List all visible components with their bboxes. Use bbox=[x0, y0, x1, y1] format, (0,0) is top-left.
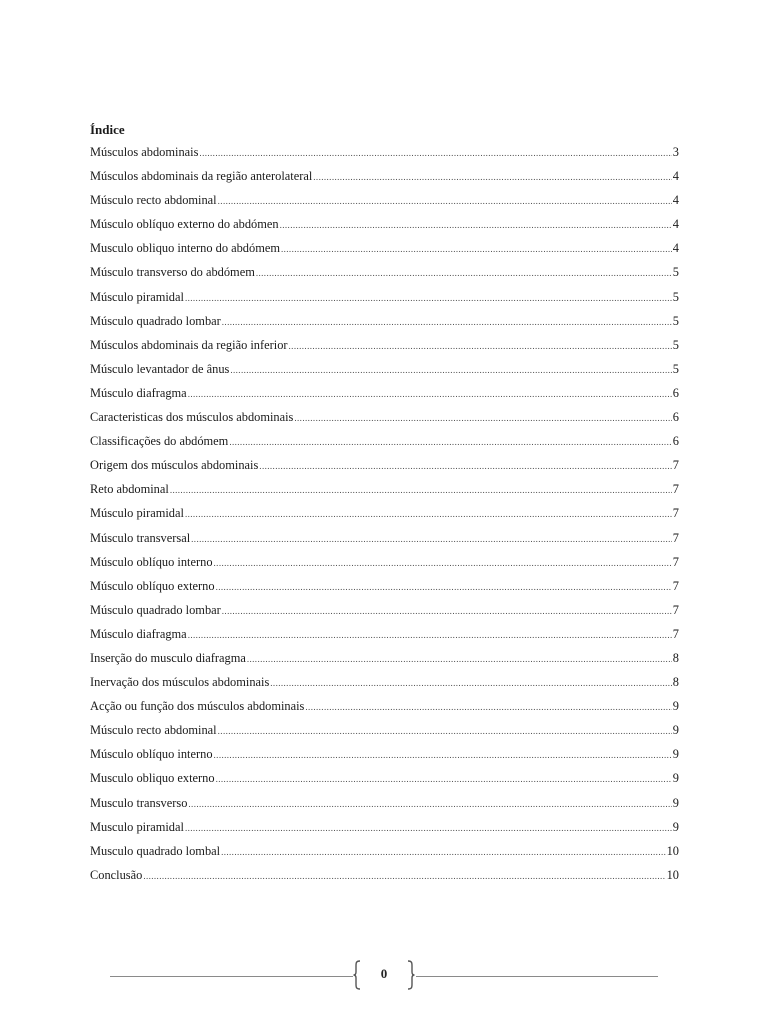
toc-entry-label: Músculos abdominais bbox=[90, 145, 199, 159]
toc-entry-page-number: 9 bbox=[672, 819, 679, 834]
toc-entry[interactable] bbox=[90, 648, 679, 672]
toc-dot-leader bbox=[185, 818, 672, 838]
toc-entry-page-number: 7 bbox=[672, 602, 679, 617]
toc-dot-leader bbox=[289, 336, 672, 356]
toc-entry-label: Músculo piramidal bbox=[90, 506, 184, 521]
toc-entry-page-number: 5 bbox=[672, 313, 679, 328]
toc-entry[interactable] bbox=[90, 841, 679, 865]
toc-entry-page-number: 10 bbox=[666, 843, 679, 858]
toc-entry-page-number: 7 bbox=[672, 626, 679, 641]
toc-entry[interactable] bbox=[90, 600, 679, 624]
toc-entry-label: Conclusão bbox=[90, 867, 143, 882]
toc-entry-label: Músculo piramidal bbox=[90, 289, 184, 304]
toc-entry[interactable] bbox=[90, 190, 679, 214]
toc-dot-leader bbox=[294, 408, 671, 428]
footer-rule-left bbox=[110, 976, 353, 977]
toc-entry-page-number: 9 bbox=[672, 795, 679, 810]
toc-dot-leader bbox=[270, 673, 672, 693]
toc-entry-label: Musculo quadrado lombal bbox=[90, 843, 221, 858]
toc-entry-label: Músculos abdominais da região anterolateral bbox=[90, 169, 313, 184]
toc-dot-leader bbox=[256, 263, 672, 283]
toc-entry[interactable] bbox=[90, 455, 679, 479]
toc-entry-label: Músculo transverso do abdómem bbox=[90, 265, 255, 280]
toc-entry-label: Músculo oblíquo externo bbox=[90, 578, 215, 593]
toc-entry-label: Músculo oblíquo interno bbox=[90, 554, 213, 569]
toc-entry-page-number: 7 bbox=[672, 554, 679, 569]
toc-entry[interactable] bbox=[90, 287, 679, 311]
toc-entry-label: Músculo levantador de ânus bbox=[90, 361, 230, 376]
toc-entry-label: Classificações do abdómem bbox=[90, 434, 229, 449]
toc-dot-leader bbox=[170, 480, 672, 500]
toc-entry-label: Músculo oblíquo interno bbox=[90, 747, 213, 762]
toc-dot-leader bbox=[199, 143, 671, 163]
toc-dot-leader bbox=[218, 721, 672, 741]
toc-entry-label: Musculo obliquo interno do abdómem bbox=[90, 241, 280, 256]
toc-dot-leader bbox=[230, 360, 671, 380]
toc-dot-leader bbox=[222, 601, 672, 621]
toc-entry-label: Origem dos músculos abdominais bbox=[90, 458, 259, 473]
toc-entry[interactable] bbox=[90, 576, 679, 600]
toc-entry[interactable] bbox=[90, 720, 679, 744]
toc-entry[interactable] bbox=[90, 744, 679, 768]
toc-entry[interactable] bbox=[90, 696, 679, 720]
toc-entry[interactable] bbox=[90, 407, 679, 431]
toc-entry-page-number: 9 bbox=[672, 747, 679, 762]
toc-entry-label: Musculo piramidal bbox=[90, 819, 184, 834]
toc-entry[interactable] bbox=[90, 793, 679, 817]
toc-entry-label: Músculo transversal bbox=[90, 530, 191, 545]
toc-dot-leader bbox=[313, 167, 672, 187]
toc-dot-leader bbox=[221, 842, 666, 862]
toc-entry-page-number: 8 bbox=[672, 650, 679, 665]
toc-entry-label: Musculo obliquo externo bbox=[90, 771, 215, 786]
toc-entry-page-number: 7 bbox=[672, 506, 679, 521]
toc-entry-label: Inervação dos músculos abdominais bbox=[90, 675, 270, 690]
toc-entry-label: Músculo quadrado lombar bbox=[90, 313, 221, 328]
toc-title: Índice bbox=[90, 122, 125, 137]
toc-entry-page-number: 6 bbox=[672, 434, 679, 449]
toc-entry[interactable] bbox=[90, 335, 679, 359]
toc-entry-page-number: 5 bbox=[672, 289, 679, 304]
toc-entry-page-number: 4 bbox=[672, 241, 679, 256]
toc-dot-leader bbox=[188, 794, 671, 814]
toc-dot-leader bbox=[280, 215, 672, 235]
toc-entry-label: Reto abdominal bbox=[90, 482, 169, 497]
page-footer bbox=[110, 958, 658, 994]
toc-entry-page-number: 6 bbox=[672, 385, 679, 400]
toc-dot-leader bbox=[281, 239, 672, 259]
toc-entry-page-number: 9 bbox=[672, 699, 679, 714]
toc-dot-leader bbox=[188, 384, 672, 404]
toc-entry[interactable] bbox=[90, 359, 679, 383]
toc-entry[interactable] bbox=[90, 503, 679, 527]
toc-entry[interactable] bbox=[90, 238, 679, 262]
toc-entry-page-number: 6 bbox=[672, 410, 679, 425]
left-brace-icon bbox=[353, 960, 361, 990]
toc-dot-leader bbox=[185, 504, 672, 524]
toc-entry-page-number: 10 bbox=[666, 867, 679, 882]
toc-entry[interactable] bbox=[90, 311, 679, 335]
toc-entry[interactable] bbox=[90, 142, 679, 166]
toc-entry[interactable] bbox=[90, 214, 679, 238]
toc-dot-leader bbox=[229, 432, 671, 452]
toc-entry-label: Músculo recto abdominal bbox=[90, 723, 217, 738]
toc-entry[interactable] bbox=[90, 672, 679, 696]
toc-dot-leader bbox=[188, 625, 672, 645]
toc-entry[interactable] bbox=[90, 262, 679, 286]
toc-entry-page-number: 4 bbox=[672, 169, 679, 184]
toc-entry-label: Músculo oblíquo externo do abdómen bbox=[90, 217, 279, 232]
toc-entry-page-number: 5 bbox=[672, 265, 679, 280]
toc-list bbox=[90, 142, 679, 889]
toc-entry-page-number: 9 bbox=[672, 771, 679, 786]
toc-entry-label: Músculo recto abdominal bbox=[90, 193, 217, 208]
toc-entry-page-number: 9 bbox=[672, 723, 679, 738]
toc-dot-leader bbox=[214, 745, 672, 765]
toc-entry-label: Caracteristicas dos músculos abdominais bbox=[90, 410, 294, 425]
toc-dot-leader bbox=[214, 553, 672, 573]
toc-entry[interactable] bbox=[90, 552, 679, 576]
footer-rule-right bbox=[416, 976, 658, 977]
toc-entry[interactable] bbox=[90, 865, 679, 889]
toc-entry-page-number: 7 bbox=[672, 578, 679, 593]
toc-entry[interactable] bbox=[90, 383, 679, 407]
toc-entry-label: Músculo diafragma bbox=[90, 385, 187, 400]
toc-entry[interactable] bbox=[90, 817, 679, 841]
toc-dot-leader bbox=[143, 866, 665, 886]
toc-entry[interactable] bbox=[90, 528, 679, 552]
toc-entry[interactable] bbox=[90, 479, 679, 503]
toc-entry-label: Músculo diafragma bbox=[90, 626, 187, 641]
toc-entry-page-number: 5 bbox=[672, 337, 679, 352]
page-number: 0 bbox=[380, 966, 388, 981]
toc-dot-leader bbox=[259, 456, 672, 476]
toc-dot-leader bbox=[218, 191, 672, 211]
toc-entry-label: Músculos abdominais da região inferior bbox=[90, 337, 288, 352]
toc-entry-label: Acção ou função dos músculos abdominais bbox=[90, 699, 305, 714]
toc-entry-page-number: 8 bbox=[672, 675, 679, 690]
right-brace-icon bbox=[407, 960, 415, 990]
toc-dot-leader bbox=[247, 649, 672, 669]
toc-entry-label: Músculo quadrado lombar bbox=[90, 602, 221, 617]
toc-entry[interactable] bbox=[90, 166, 679, 190]
toc-dot-leader bbox=[185, 288, 672, 308]
toc-dot-leader bbox=[216, 769, 672, 789]
toc-entry-label: Inserção do musculo diafragma bbox=[90, 650, 246, 665]
toc-dot-leader bbox=[191, 529, 672, 549]
toc-dot-leader bbox=[222, 312, 672, 332]
toc-entry-page-number: 5 bbox=[672, 361, 679, 376]
toc-entry-page-number: 7 bbox=[672, 530, 679, 545]
toc-entry[interactable] bbox=[90, 624, 679, 648]
toc-entry-label: Musculo transverso bbox=[90, 795, 188, 810]
toc-dot-leader bbox=[216, 577, 672, 597]
toc-entry-page-number: 3 bbox=[672, 145, 679, 159]
toc-entry[interactable] bbox=[90, 431, 679, 455]
toc-entry-page-number: 4 bbox=[672, 217, 679, 232]
toc-entry-page-number: 4 bbox=[672, 193, 679, 208]
toc-entry-page-number: 7 bbox=[672, 458, 679, 473]
toc-dot-leader bbox=[305, 697, 671, 717]
toc-entry[interactable] bbox=[90, 768, 679, 792]
toc-entry-page-number: 7 bbox=[672, 482, 679, 497]
